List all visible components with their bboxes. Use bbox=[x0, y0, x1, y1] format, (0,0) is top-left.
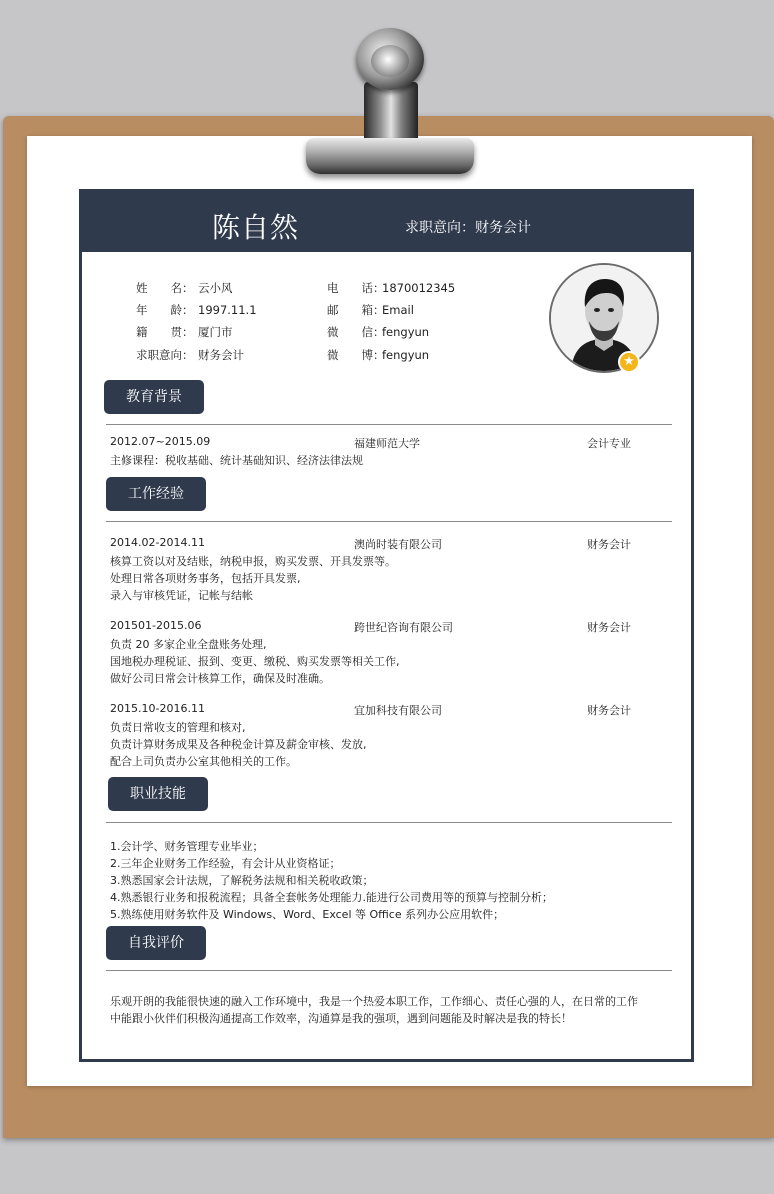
exp-2-company: 跨世纪咨询有限公司 bbox=[354, 621, 453, 634]
edu-date: 2012.07~2015.09 bbox=[110, 435, 211, 448]
resume-header bbox=[82, 192, 691, 252]
self-eval-line: 中能跟小伙伴们积极沟通提高工作效率，沟通算是我的强项，遇到问题能及时解决是我的特长！ bbox=[110, 1012, 572, 1025]
exp-3-line: 负责日常收支的管理和核对, bbox=[110, 721, 246, 734]
info-hometown: 籍 贯： 厦门市 bbox=[136, 325, 233, 339]
info-job-intent: 求职意向： 财务会计 bbox=[136, 348, 244, 362]
skill-item: 5.熟练使用财务软件及 Windows、Word、Excel 等 Office 系列办公应用软件； bbox=[110, 908, 505, 921]
skill-item: 1.会计学、财务管理专业毕业； bbox=[110, 840, 264, 853]
clip-base bbox=[306, 138, 474, 174]
clip-hole bbox=[371, 45, 409, 77]
info-wechat: 微 信：fengyun bbox=[327, 325, 430, 339]
exp-3-role: 财务会计 bbox=[587, 704, 631, 717]
exp-1-line: 核算工资以对及结账，纳税申报，购买发票、开具发票等。 bbox=[110, 555, 396, 568]
avatar-photo bbox=[551, 265, 657, 371]
divider-skills bbox=[106, 822, 672, 823]
info-phone: 电 话：1870012345 bbox=[327, 281, 456, 295]
exp-3-line: 配合上司负责办公室其他相关的工作。 bbox=[110, 755, 297, 768]
info-email: 邮 箱：Email bbox=[327, 303, 414, 317]
exp-1-date: 2014.02-2014.11 bbox=[110, 536, 205, 549]
edu-school: 福建师范大学 bbox=[354, 437, 420, 450]
star-icon: ★ bbox=[618, 351, 640, 373]
edu-major: 会计专业 bbox=[587, 437, 631, 450]
info-weibo: 微 博：fengyun bbox=[327, 348, 430, 362]
divider-experience bbox=[106, 521, 672, 522]
skill-item: 3.熟悉国家会计法规，了解税务法规和相关税收政策； bbox=[110, 874, 374, 887]
section-self-eval-tag: 自我评价 bbox=[106, 926, 206, 960]
applicant-name: 陈自然 bbox=[212, 211, 300, 244]
exp-3-line: 负责计算财务成果及各种税金计算及薪金审核、发放, bbox=[110, 738, 367, 751]
exp-2-line: 负责 20 多家企业全盘账务处理, bbox=[110, 638, 267, 651]
exp-1-line: 处理日常各项财务事务，包括开具发票, bbox=[110, 572, 301, 585]
section-education-tag: 教育背景 bbox=[104, 380, 204, 414]
divider-education bbox=[106, 424, 672, 425]
avatar bbox=[549, 263, 659, 373]
info-name: 姓 名： 云小风 bbox=[136, 281, 233, 295]
edu-courses: 主修课程：税收基础、统计基础知识、经济法律法规 bbox=[110, 454, 363, 467]
exp-1-line: 录入与审核凭证，记帐与结帐 bbox=[110, 589, 253, 602]
skill-item: 4.熟悉银行业务和报税流程；具备全套帐务处理能力.能进行公司费用等的预算与控制分析； bbox=[110, 891, 553, 904]
job-target: 求职意向：财务会计 bbox=[405, 220, 531, 236]
exp-2-line: 做好公司日常会计核算工作，确保及时准确。 bbox=[110, 672, 330, 685]
exp-1-role: 财务会计 bbox=[587, 538, 631, 551]
resume bbox=[79, 189, 694, 1062]
self-eval-line: 乐观开朗的我能很快速的融入工作环境中，我是一个热爱本职工作，工作细心、责任心强的人，在日常的工作 bbox=[110, 995, 638, 1008]
info-age: 年 龄： 1997.11.1 bbox=[136, 303, 257, 317]
section-experience-tag: 工作经验 bbox=[106, 477, 206, 511]
clip-stem bbox=[364, 82, 418, 142]
skill-item: 2.三年企业财务工作经验，有会计从业资格证； bbox=[110, 857, 341, 870]
exp-2-role: 财务会计 bbox=[587, 621, 631, 634]
divider-self-eval bbox=[106, 970, 672, 971]
exp-3-company: 宜加科技有限公司 bbox=[354, 704, 442, 717]
exp-3-date: 2015.10-2016.11 bbox=[110, 702, 205, 715]
exp-2-line: 国地税办理税证、报到、变更、缴税、购买发票等相关工作, bbox=[110, 655, 400, 668]
exp-2-date: 201501-2015.06 bbox=[110, 619, 202, 632]
exp-1-company: 澳尚时装有限公司 bbox=[354, 538, 442, 551]
section-skills-tag: 职业技能 bbox=[108, 777, 208, 811]
